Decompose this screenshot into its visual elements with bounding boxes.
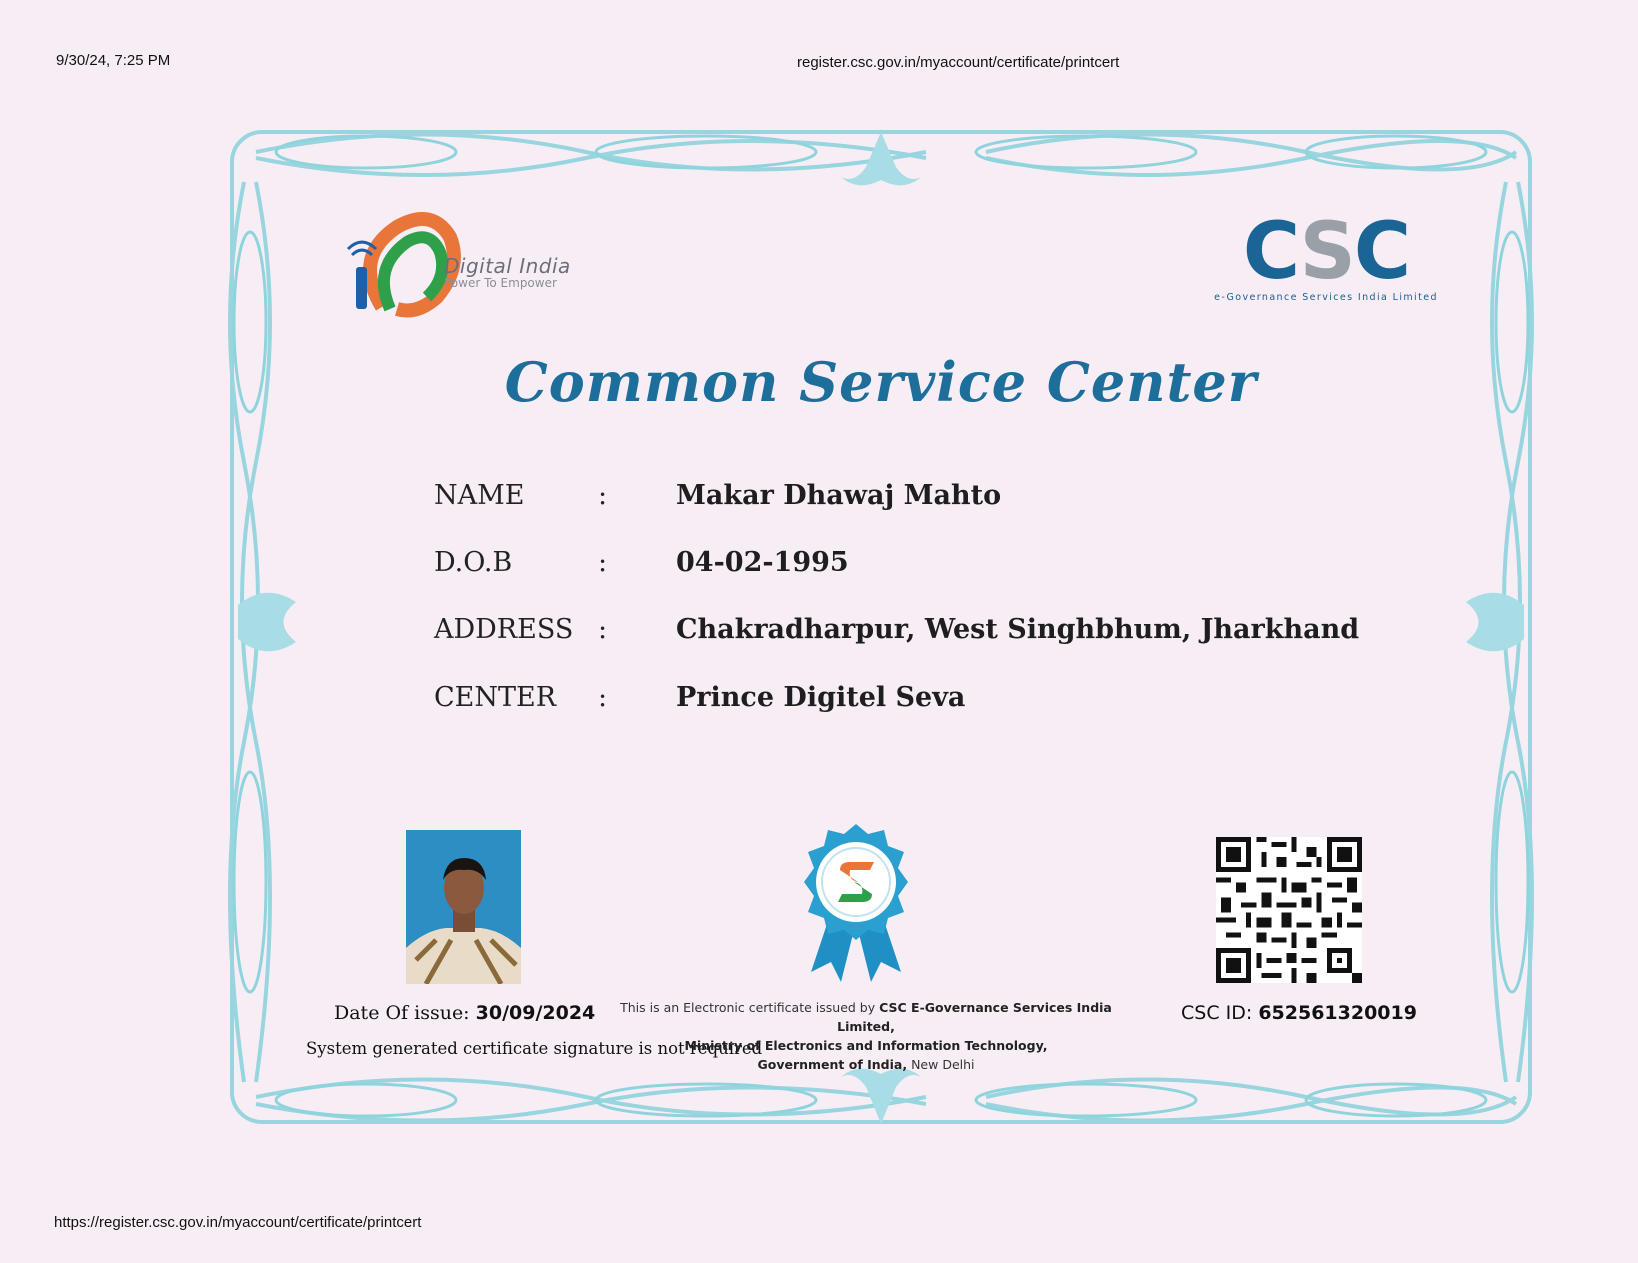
csc-id-label: CSC ID: bbox=[1181, 1002, 1253, 1024]
dob-value: 04-02-1995 bbox=[676, 547, 849, 578]
digital-india-title: Digital India bbox=[444, 254, 571, 278]
certificate bbox=[226, 122, 1536, 1134]
csc-logo bbox=[1186, 207, 1466, 314]
signature-note: System generated certificate signature is not required bbox=[306, 1039, 763, 1058]
issuer-city: New Delhi bbox=[911, 1057, 975, 1072]
print-timestamp: 9/30/24, 7:25 PM bbox=[56, 52, 171, 69]
issue-date-value: 30/09/2024 bbox=[475, 1002, 596, 1024]
address-value: Chakradharpur, West Singhbhum, Jharkhand bbox=[676, 614, 1360, 645]
holder-photo bbox=[406, 830, 521, 984]
issue-date-label: Date Of issue: bbox=[334, 1002, 470, 1024]
separator: : bbox=[598, 547, 608, 578]
digital-india-wordmark bbox=[444, 254, 571, 290]
issuer-ministry: Ministry of Electronics and Information Technology, bbox=[684, 1038, 1048, 1053]
certificate-title: Common Service Center bbox=[504, 350, 1258, 414]
address-label: ADDRESS bbox=[434, 614, 574, 645]
name-value: Makar Dhawaj Mahto bbox=[676, 480, 1002, 511]
seal-rosette-icon bbox=[796, 822, 916, 982]
separator: : bbox=[598, 614, 608, 645]
csc-mark: CSC bbox=[1242, 207, 1410, 297]
csc-id bbox=[1181, 1002, 1417, 1024]
separator: : bbox=[598, 480, 608, 511]
csc-id-value: 652561320019 bbox=[1258, 1002, 1417, 1024]
issue-date bbox=[334, 1002, 595, 1024]
separator: : bbox=[598, 682, 608, 713]
digital-india-tagline: Power To Empower bbox=[444, 276, 557, 290]
csc-subtitle: e-Governance Services India Limited bbox=[1214, 292, 1438, 303]
name-label: NAME bbox=[434, 480, 525, 511]
dob-label: D.O.B bbox=[434, 547, 513, 578]
issuer-org: CSC E-Governance Services India Limited, bbox=[837, 1000, 1112, 1034]
issuer-government: Government of India, bbox=[757, 1057, 908, 1072]
issuer-statement bbox=[596, 998, 1136, 1074]
center-label: CENTER bbox=[434, 682, 557, 713]
issuer-prefix: This is an Electronic certificate issued by bbox=[620, 1000, 876, 1015]
center-value: Prince Digitel Seva bbox=[676, 682, 966, 713]
print-header-url: register.csc.gov.in/myaccount/certificate/printcert bbox=[797, 54, 1120, 71]
qr-code-icon bbox=[1216, 837, 1362, 983]
print-footer-url: https://register.csc.gov.in/myaccount/certificate/printcert bbox=[54, 1214, 422, 1231]
